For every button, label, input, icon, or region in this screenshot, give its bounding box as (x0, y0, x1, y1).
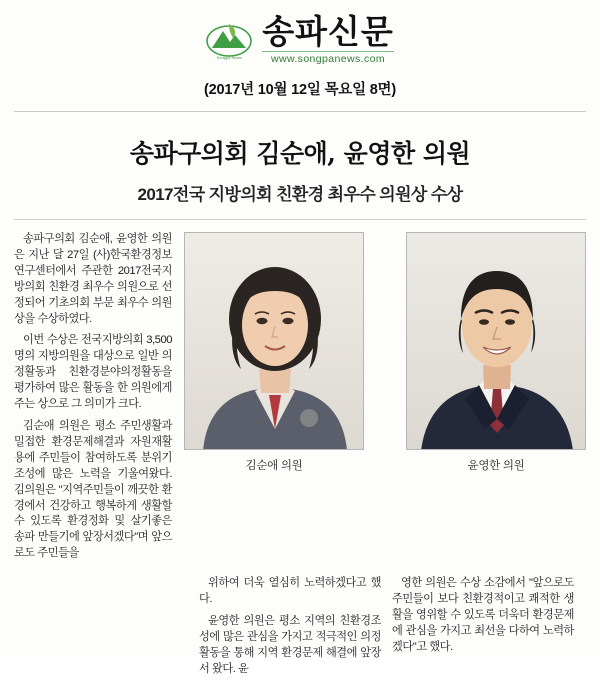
masthead-url: www.songpanews.com (262, 51, 394, 65)
page-subtitle: 2017전국 지방의회 친환경 최우수 의원상 수상 (137, 185, 463, 204)
photo-group (180, 232, 586, 568)
masthead (0, 0, 600, 66)
article-paragraph: 김순애 의원은 평소 주민생활과 밀접한 환경문제해결과 자원재활용에 주민들이 참여하도록 분위기 조성에 많은 노력을 기울여왔다. 김의원은 "지역주민들이 깨끗한 환경에서 건강하고 행복하게 생활할 수 있도록 환경정화 및 살기좋은 송파 만들기에 앞장서겠다"며 앞으로도 주민들을 (14, 419, 172, 560)
article-column-1 (14, 232, 180, 568)
article-bottom-section (0, 568, 600, 683)
article-paragraph: 윤영한 의원은 평소 지역의 친환경조성에 많은 관심을 가지고 적극적인 의정활동을 통해 지역 환경문제 해결에 앞장서 왔다. 윤 (199, 614, 381, 675)
photo-caption: 윤영한 의원 (467, 460, 525, 472)
article-column-3 (392, 576, 574, 683)
masthead-logotype (262, 11, 394, 66)
article-paragraph: 영한 의원은 수상 소감에서 "앞으로도 주민들이 보다 친환경적이고 쾌적한 생활을 영위할 수 있도록 더욱더 환경문제에 관심을 가지고 최선을 다하여 노력하겠다"고 했다. (392, 577, 574, 653)
masthead-title: 송파신문 (262, 11, 394, 51)
divider-top (14, 111, 586, 112)
mountain-leaf-logo-icon (206, 19, 252, 61)
dateline: (2017년 10월 12일 목요일 8면) (204, 82, 396, 98)
page-title: 송파구의회 김순애, 윤영한 의원 (129, 139, 471, 168)
male-portrait-image (406, 232, 586, 450)
article-column-1-continued (14, 576, 188, 683)
article-paragraph: 송파구의회 김순애, 윤영한 의원은 지난 달 27일 (사)한국환경정보연구센터에서 주관한 2017전국지방의회 친환경 최우수 의원으로 선정되어 기초의회 부문 최우수 의원상을 수상하였다. (14, 233, 172, 325)
photo-caption: 김순애 의원 (245, 460, 303, 472)
article-top-section (0, 220, 600, 568)
article-paragraph: 이번 수상은 전국지방의회 3,500명의 지방의원을 대상으로 일반 의정활동과 친환경분야의정활동을 평가하여 많은 활동을 한 의원에게 주는 상으로 그 의미가 크다. (14, 334, 172, 411)
svg-text:Songpa News: Songpa News (216, 55, 242, 60)
photo-kim-sunae (184, 232, 364, 568)
female-portrait-image (184, 232, 364, 450)
article-paragraph: 위하여 더욱 열심히 노력하겠다고 했다. (199, 577, 381, 606)
photo-yoon-younghan (406, 232, 586, 568)
article-column-2 (199, 576, 381, 683)
